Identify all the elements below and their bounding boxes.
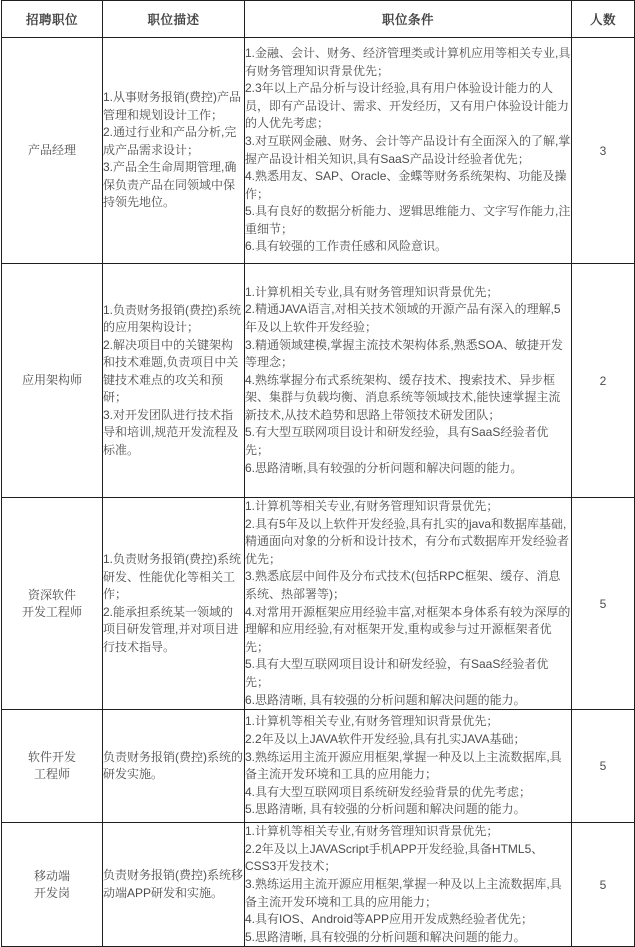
table-row (2, 710, 635, 823)
description-block (103, 551, 244, 656)
description-item: 2.能承担系统某一领域的项目研发管理,并对项目进行技术指导。 (103, 604, 239, 654)
description-item: 1.从事财务报销(费控)产品管理和规划设计工作； (103, 90, 242, 122)
cell-description (103, 264, 245, 498)
post-line: 资深软件 (27, 587, 76, 602)
conditions-block (245, 498, 571, 709)
condition-item: 4.对常用开源框架应用经验丰富,对框架本身体系有较为深厚的理解和应用经验,有对框架开发,重构或参与过开源框架者优先； (245, 604, 571, 654)
cell-description (103, 710, 245, 823)
condition-item: 5.思路清晰, 具有较强的分析问题和解决问题的能力。 (245, 802, 526, 817)
description-item: 3.对开发团队进行技术指导和培训,规范开发流程及标准。 (103, 407, 239, 457)
description-item: 负责财务报销(费控)系统的研发实施。 (103, 749, 243, 782)
condition-item: 4.熟练掌握分布式系统架构、缓存技术、搜索技术、异步框架、集群与负载均衡、消息系统等领域技术,能快速掌握主流新技术,从技术趋势和思路上带领技术研发团队； (245, 372, 561, 422)
condition-item: 1.计算机等相关专业,有财务管理知识背景优先； (245, 824, 499, 839)
cell-post (2, 38, 103, 264)
post-line: 开发岗 (33, 885, 70, 900)
condition-item: 2.2年及以上JAVAScript手机APP开发经验,具备HTML5、CSS3开发技术； (245, 841, 544, 874)
description-item: 负责财务报销(费控)系统移动端APP研发和实施。 (103, 868, 243, 900)
cell-count: 3 (572, 38, 635, 264)
conditions-block (245, 284, 571, 478)
table-row (2, 264, 635, 498)
condition-item: 2.精通JAVA语言,对相关技术领域的开源产品有深入的理解,5年及以上软件开发经验； (245, 302, 561, 334)
description-block (103, 867, 244, 902)
conditions-block (245, 713, 571, 819)
cell-count: 5 (572, 498, 635, 710)
condition-item: 1.计算机等相关专业,有财务管理知识背景优先； (245, 714, 499, 729)
table-body (2, 38, 635, 947)
condition-item: 5.思路清晰, 具有较强的分析问题和解决问题的能力。 (245, 929, 526, 944)
column-header-conditions: 职位条件 (245, 1, 572, 38)
cell-post (2, 710, 103, 823)
cell-conditions (245, 823, 572, 947)
recruitment-table (1, 0, 635, 947)
condition-item: 1.计算机等相关专业,有财务管理知识背景优先； (245, 499, 499, 513)
cell-conditions (245, 498, 572, 710)
column-header-description: 职位描述 (103, 1, 245, 38)
condition-item: 3.对互联网金融、财务、会计等产品设计有全面深入的了解,掌握产品设计相关知识,具有SaaS产品设计经验者优先； (245, 133, 571, 166)
conditions-block (245, 823, 571, 946)
table-header-row (2, 1, 635, 38)
post-line: 移动端 (33, 868, 70, 883)
cell-conditions (245, 264, 572, 498)
condition-item: 3.熟练运用主流开源应用框架,掌握一种及以上主流数据库,具备主流开发环境和工具的应用能力； (245, 749, 562, 782)
description-item: 2.解决项目中的关键架构和技术难题,负责项目中关键技术难点的攻关和预研； (103, 337, 239, 405)
table-row (2, 498, 635, 710)
condition-item: 5.有大型互联网项目设计和研发经验，具有SaaS经验者优先； (245, 425, 549, 458)
cell-conditions (245, 38, 572, 264)
condition-item: 6.具有较强的工作责任感和风险意识。 (245, 239, 448, 254)
condition-item: 3.熟悉底层中间件及分布式技术(包括RPC框架、缓存、消息系统、热部署等)； (245, 569, 561, 601)
description-block (103, 749, 244, 784)
post-line: 软件开发 (27, 750, 76, 765)
post-line: 应用架构师 (21, 373, 82, 387)
description-item: 3.产品全生命周期管理,确保负责产品在同领域中保持领先地位。 (103, 160, 237, 210)
cell-post (2, 498, 103, 710)
cell-description (103, 823, 245, 947)
condition-item: 6.思路清晰, 具有较强的分析问题和解决问题的能力。 (245, 692, 526, 707)
post-line: 产品经理 (27, 143, 76, 157)
cell-description (103, 38, 245, 264)
conditions-block (245, 45, 571, 256)
post-line: 开发工程师 (21, 604, 82, 619)
table-row (2, 38, 635, 264)
table-row (2, 823, 635, 947)
condition-item: 1.计算机相关专业,具有财务管理知识背景优先； (245, 284, 499, 299)
cell-post (2, 823, 103, 947)
cell-description (103, 498, 245, 710)
condition-item: 4.熟悉用友、SAP、Oracle、金蝶等财务系统架构、功能及操作； (245, 169, 567, 201)
condition-item: 5.具有良好的数据分析能力、逻辑思维能力、文字写作能力,注重细节； (245, 204, 571, 236)
condition-item: 4.具有大型互联网项目系统研发经验背景的优先考虑； (245, 784, 532, 799)
cell-count: 5 (572, 710, 635, 823)
description-item: 2.通过行业和产品分析,完成产品需求设计； (103, 125, 237, 157)
description-item: 1.负责财务报销(费控)系统研发、性能优化等相关工作； (103, 552, 242, 602)
condition-item: 2.3年以上产品分析与设计经验,具有用户体验设计能力的人员，即有产品设计、需求、开发经历，又有用户体验设计能力的人优先考虑； (245, 81, 570, 131)
cell-count: 5 (572, 823, 635, 947)
condition-item: 3.熟练运用主流开源应用框架,掌握一种及以上主流数据库,具备主流开发环境和工具的应用能力； (245, 876, 562, 909)
description-block (103, 89, 244, 212)
condition-item: 2.2年及以上JAVA软件开发经验,具有扎实JAVA基础； (245, 731, 526, 746)
column-header-post: 招聘职位 (2, 1, 103, 38)
cell-post (2, 264, 103, 498)
condition-item: 1.金融、会计、财务、经济管理类或计算机应用等相关专业,具有财务管理知识背景优先； (245, 45, 571, 78)
table-header (2, 1, 635, 38)
column-header-count: 人数 (572, 1, 635, 38)
condition-item: 5.具有大型互联网项目设计和研发经验，有SaaS经验者优先； (245, 657, 549, 689)
post-line: 工程师 (33, 767, 70, 782)
condition-item: 3.精通领域建模,掌握主流技术架构体系,熟悉SOA、敏捷开发等理念； (245, 337, 564, 370)
description-item: 1.负责财务报销(费控)系统的应用架构设计； (103, 302, 242, 335)
condition-item: 6.思路清晰,具有较强的分析问题和解决问题的能力。 (245, 460, 523, 475)
condition-item: 4.具有IOS、Android等APP应用开发成熟经验者优先； (245, 912, 534, 927)
cell-conditions (245, 710, 572, 823)
cell-count: 2 (572, 264, 635, 498)
condition-item: 2.具有5年及以上软件开发经验,具有扎实的java和数据库基础,精通面向对象的分析和设计技术，有分布式数据库开发经验者优先； (245, 516, 570, 566)
description-block (103, 302, 244, 460)
